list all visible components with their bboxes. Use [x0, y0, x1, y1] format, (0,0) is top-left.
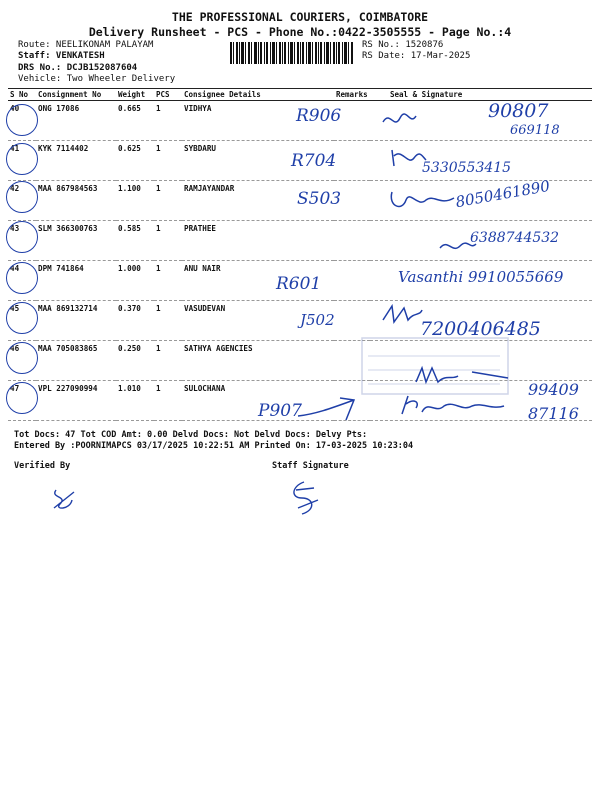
- signature-scribble: [398, 394, 508, 420]
- route-line: Route: NEELIKONAM PALAYAM: [18, 40, 154, 50]
- row-check-circle: [6, 342, 38, 374]
- cell-weight: 1.100: [116, 181, 154, 221]
- cell-weight: 0.370: [116, 301, 154, 341]
- verifier-signature-scribble: [48, 484, 78, 514]
- row-check-circle: [6, 104, 38, 136]
- handwritten-signature: 7200406485: [420, 318, 541, 340]
- handwritten-signature: Vasanthi 9910055669: [398, 268, 564, 286]
- rs-number: RS No.: 1520876: [362, 40, 444, 50]
- column-header: Consignee Details: [182, 89, 334, 101]
- cell-sno: 45: [8, 301, 36, 341]
- cell-weight: 1.000: [116, 261, 154, 301]
- cell-consignee: ANU NAIR: [182, 261, 334, 301]
- cell-weight: 0.585: [116, 221, 154, 261]
- cell-consignment: MAA 705083865: [36, 341, 116, 381]
- cell-weight: 1.010: [116, 381, 154, 421]
- cell-consignee: PRATHEE: [182, 221, 334, 261]
- column-header: Consignment No: [36, 89, 116, 101]
- rs-date: RS Date: 17-Mar-2025: [362, 51, 471, 61]
- cell-pcs: 1: [154, 141, 182, 181]
- signature-scribble: [380, 108, 420, 132]
- signature-scribble: [380, 302, 424, 328]
- handwritten-signature: 669118: [510, 123, 560, 138]
- cell-consignee: VASUDEVAN: [182, 301, 334, 341]
- vehicle-line: Vehicle: Two Wheeler Delivery: [18, 74, 176, 84]
- drs-number: DRS No.: DCJB152087604: [18, 63, 138, 73]
- cell-pcs: 1: [154, 341, 182, 381]
- staff-line: Staff: VENKATESH: [18, 51, 105, 61]
- handwritten-remark: J502: [300, 311, 335, 329]
- handwritten-signature: 6388744532: [470, 230, 560, 246]
- cell-consignment: MAA 867984563: [36, 181, 116, 221]
- cell-pcs: 1: [154, 301, 182, 341]
- cell-remarks: [334, 261, 370, 301]
- row-check-circle: [6, 262, 38, 294]
- handwritten-signature: 5330553415: [422, 160, 512, 176]
- cell-remarks: [334, 221, 370, 261]
- cell-consignment: SLM 366300763: [36, 221, 116, 261]
- handwritten-remark: S503: [297, 189, 342, 209]
- staff-signature-label: Staff Signature: [272, 461, 349, 471]
- cell-weight: 0.625: [116, 141, 154, 181]
- table-header-row: [8, 89, 592, 101]
- runsheet-title: Delivery Runsheet - PCS - Phone No.:0422-3505555 - Page No.:4: [88, 25, 512, 39]
- cell-pcs: 1: [154, 221, 182, 261]
- entered-by-line: Entered By :POORNIMAPCS 03/17/2025 10:22:51 AM Printed On: 17-03-2025 10:23:04: [14, 441, 414, 451]
- cell-remarks: [334, 141, 370, 181]
- cell-consignee: RAMJAYANDAR: [182, 181, 334, 221]
- staff-signature-scribble: [284, 478, 324, 518]
- handwritten-remark: R601: [276, 274, 322, 294]
- row-check-circle: [6, 221, 38, 253]
- cell-consignment: ONG 17086: [36, 101, 116, 141]
- cell-consignee: SYBDARU: [182, 141, 334, 181]
- faded-stamp: [360, 336, 510, 396]
- cell-sno: 42: [8, 181, 36, 221]
- row-check-circle: [6, 143, 38, 175]
- verified-by-label: Verified By: [14, 461, 71, 471]
- handwritten-signature: 87116: [528, 404, 579, 423]
- row-check-circle: [6, 181, 38, 213]
- column-header: Seal & Signature: [370, 89, 592, 101]
- cell-consignment: MAA 869132714: [36, 301, 116, 341]
- cell-remarks: [334, 301, 370, 341]
- cell-consignment: KYK 7114402: [36, 141, 116, 181]
- cell-consignee: SATHYA AGENCIES: [182, 341, 334, 381]
- cell-sno: 44: [8, 261, 36, 301]
- cell-pcs: 1: [154, 101, 182, 141]
- strike-scribble: [296, 394, 360, 424]
- signature-scribble: [438, 236, 478, 256]
- cell-sno: 43: [8, 221, 36, 261]
- column-header: Remarks: [334, 89, 370, 101]
- signature-scribble: [388, 186, 458, 214]
- handwritten-remark: R906: [296, 106, 342, 126]
- signature-scribble: [388, 146, 428, 170]
- handwritten-remark: P907: [258, 401, 302, 421]
- cell-sno: 40: [8, 101, 36, 141]
- cell-sno: 41: [8, 141, 36, 181]
- cell-consignee: VIDHYA: [182, 101, 334, 141]
- column-header: S No: [8, 89, 36, 101]
- cell-pcs: 1: [154, 381, 182, 421]
- cell-pcs: 1: [154, 261, 182, 301]
- cell-pcs: 1: [154, 181, 182, 221]
- handwritten-remark: R704: [291, 151, 337, 171]
- cell-consignee: SULOCHANA: [182, 381, 334, 421]
- cell-consignment: VPL 227090994: [36, 381, 116, 421]
- cell-sno: 46: [8, 341, 36, 381]
- cell-weight: 0.250: [116, 341, 154, 381]
- cell-consignment: DPM 741864: [36, 261, 116, 301]
- handwritten-signature: 99409: [528, 380, 579, 399]
- handwritten-signature: 90807: [488, 100, 549, 122]
- row-check-circle: [6, 302, 38, 334]
- barcode-image: [230, 42, 354, 64]
- company-name: THE PROFESSIONAL COURIERS, COIMBATORE: [171, 10, 429, 24]
- totals-line: Tot Docs: 47 Tot COD Amt: 0.00 Delvd Docs: Not Delvd Docs: Delvy Pts:: [14, 430, 368, 440]
- cell-sno: 47: [8, 381, 36, 421]
- handwritten-signature: 8050461890: [454, 176, 552, 212]
- cell-weight: 0.665: [116, 101, 154, 141]
- column-header: Weight: [116, 89, 154, 101]
- column-header: PCS: [154, 89, 182, 101]
- row-check-circle: [6, 382, 38, 414]
